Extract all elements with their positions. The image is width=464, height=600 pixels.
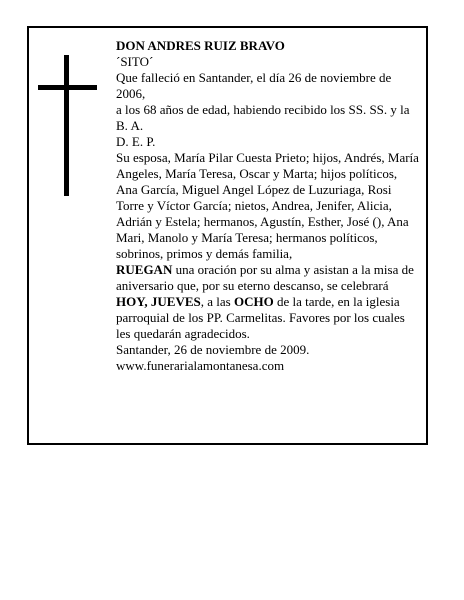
obituary-text <box>116 38 420 374</box>
rip-line: D. E. P. <box>116 134 156 149</box>
death-line <box>116 70 420 102</box>
death-line-a: Que falleció en Santander, el día 26 de noviembre de <box>116 70 392 85</box>
request-text: una oración por su alma y asistan a la misa de aniversario que, por su eterno descanso, se celebrará <box>116 262 414 293</box>
age-line: a los 68 años de edad, habiendo recibido los SS. SS. y la B. A. <box>116 102 410 133</box>
time-post: de la tarde, en la iglesia parroquial de los PP. Carmelitas. Favores por los cuales les quedarán agradecidos. <box>116 294 405 341</box>
place-date: Santander, 26 de noviembre de 2009. <box>116 342 310 357</box>
nickname: ´SITO´ <box>116 54 154 69</box>
cross-icon-bar <box>38 85 97 90</box>
cross-icon <box>64 55 69 196</box>
website-link[interactable]: www.funerarialamontanesa.com <box>116 358 285 373</box>
death-line-b: 2006, <box>116 86 146 101</box>
request-paragraph <box>116 262 420 342</box>
deceased-name: DON ANDRES RUIZ BRAVO <box>116 38 285 53</box>
family-paragraph: Su esposa, María Pilar Cuesta Prieto; hijos, Andrés, María Angeles, María Teresa, Oscar y Marta; hijos políticos, Ana García, Miguel Angel López de Luzuriaga, Rosi Torre y Víctor García; nietos, Andrea, Jenifer, Alicia, Adrián y Estela; hermanos, Agustín, Esther, José (), Ana Mari, Manolo y María Teresa; hermanos políticos, sobrinos, primos y demás familia, <box>116 150 419 261</box>
hour-word: OCHO <box>234 294 274 309</box>
time-pre: , a las <box>200 294 234 309</box>
request-word: RUEGAN <box>116 262 173 277</box>
day-word: HOY, JUEVES <box>116 294 201 309</box>
